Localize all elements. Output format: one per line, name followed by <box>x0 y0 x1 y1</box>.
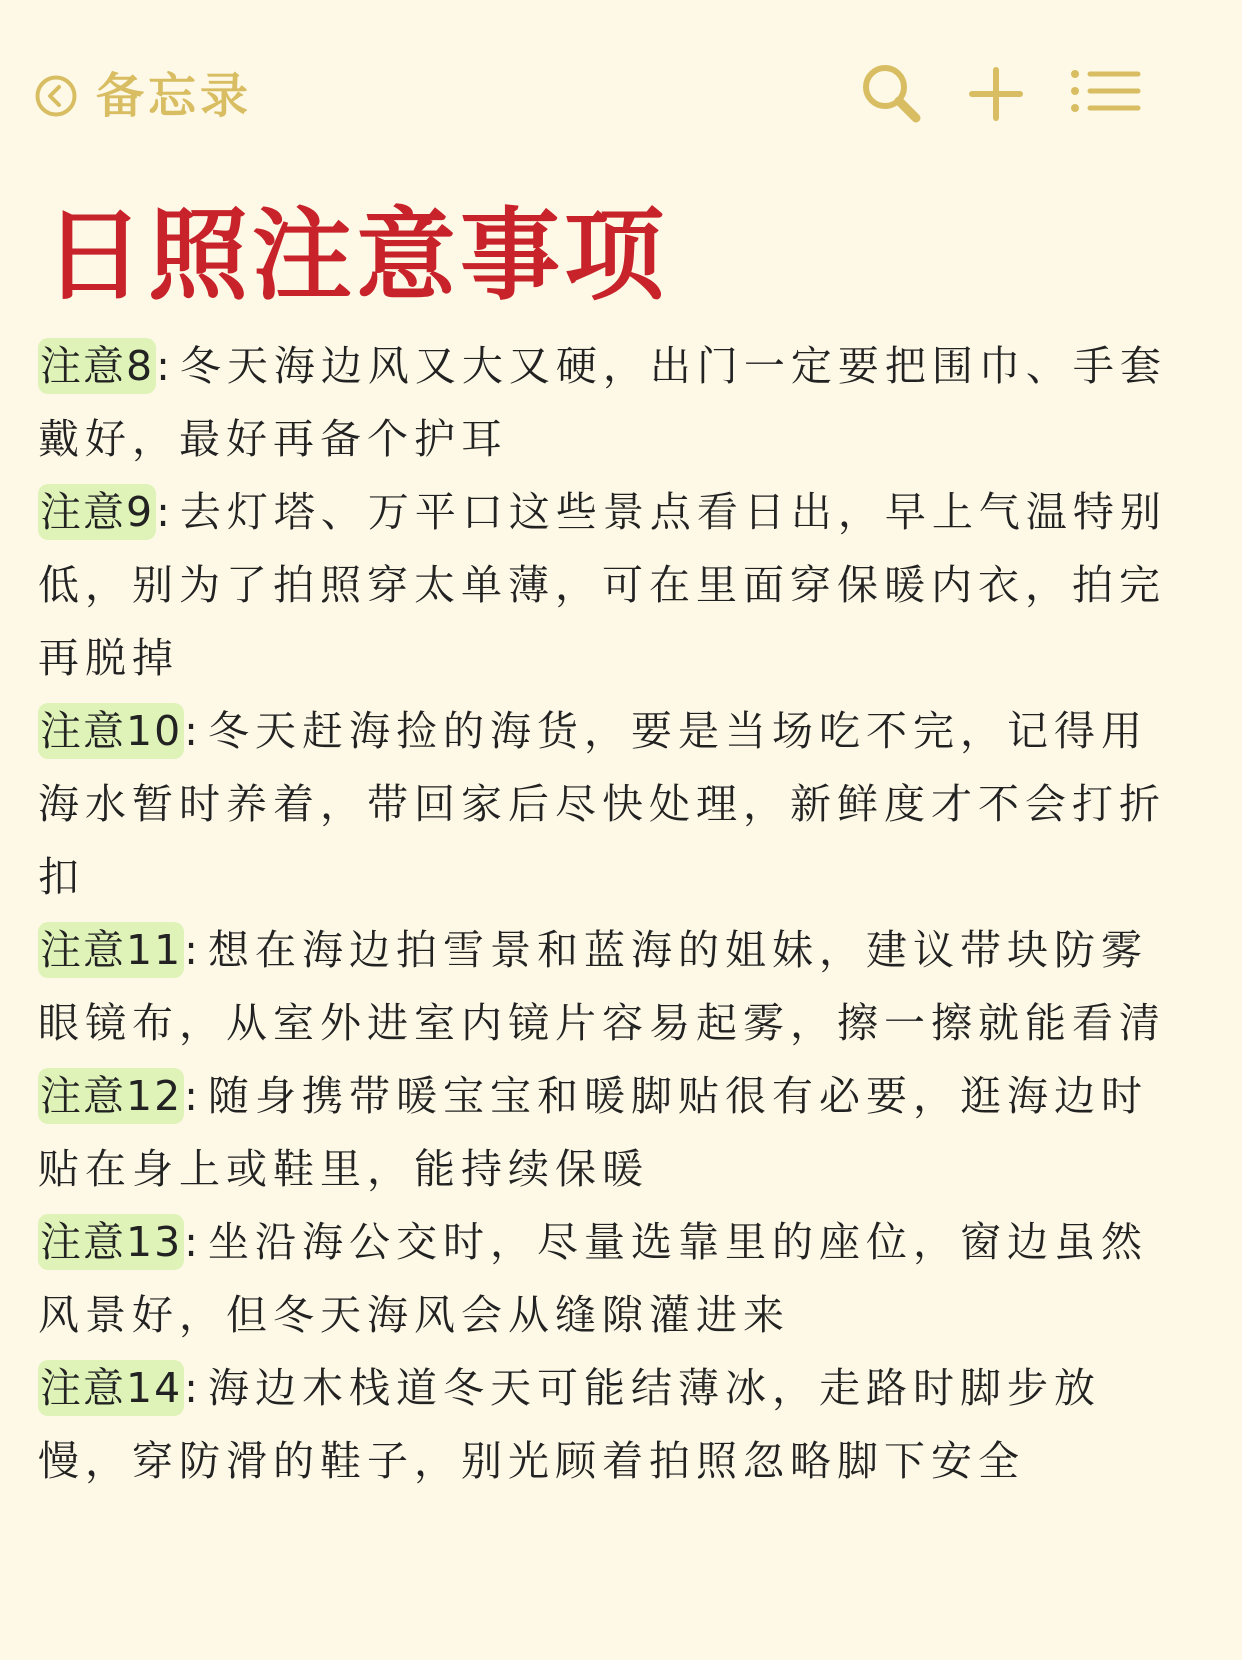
note-colon: : <box>184 1072 208 1120</box>
note-colon: : <box>184 707 208 755</box>
menu-button[interactable] <box>1068 66 1144 116</box>
note-body[interactable] <box>38 330 1188 1498</box>
note-item <box>38 476 1188 695</box>
note-text: 海边木栈道冬天可能结薄冰，走路时脚步放慢，穿防滑的鞋子，别光顾着拍照忽略脚下安全 <box>38 1364 1101 1485</box>
back-label: 备忘录 <box>96 68 253 124</box>
note-text: 去灯塔、万平口这些景点看日出，早上气温特别低，别为了拍照穿太单薄，可在里面穿保暖内衣，拍完再脱掉 <box>38 488 1167 682</box>
note-text: 想在海边拍雪景和蓝海的姐妹，建议带块防雾眼镜布，从室外进室内镜片容易起雾，擦一擦就能看清 <box>38 926 1166 1047</box>
back-circle-icon <box>34 74 78 118</box>
note-colon: : <box>184 1218 208 1266</box>
note-text: 随身携带暖宝宝和暖脚贴很有必要，逛海边时贴在身上或鞋里，能持续保暖 <box>38 1072 1148 1193</box>
search-icon <box>858 60 924 126</box>
note-item <box>38 695 1188 914</box>
note-item <box>38 330 1188 476</box>
note-label: 注意8 <box>38 338 156 394</box>
note-colon: : <box>184 1364 208 1412</box>
note-text: 冬天海边风又大又硬，出门一定要把围巾、手套戴好，最好再备个护耳 <box>38 342 1167 463</box>
note-item <box>38 1206 1188 1352</box>
search-button[interactable] <box>858 60 924 126</box>
note-colon: : <box>156 488 180 536</box>
note-text: 冬天赶海捡的海货，要是当场吃不完，记得用海水暂时养着，带回家后尽快处理，新鲜度才不会打折扣 <box>38 707 1166 901</box>
plus-icon <box>966 64 1026 124</box>
note-text: 坐沿海公交时，尽量选靠里的座位，窗边虽然风景好，但冬天海风会从缝隙灌进来 <box>38 1218 1148 1339</box>
back-button[interactable] <box>34 66 252 126</box>
note-label: 注意10 <box>38 703 184 759</box>
note-item <box>38 1060 1188 1206</box>
note-item <box>38 914 1188 1060</box>
list-icon <box>1068 66 1144 116</box>
note-label: 注意11 <box>38 922 184 978</box>
top-bar <box>0 0 1242 190</box>
note-item <box>38 1352 1188 1498</box>
add-note-button[interactable] <box>966 64 1026 124</box>
note-label: 注意12 <box>38 1068 184 1124</box>
note-label: 注意9 <box>38 484 156 540</box>
note-label: 注意13 <box>38 1214 184 1270</box>
note-colon: : <box>156 342 180 390</box>
note-label: 注意14 <box>38 1360 184 1416</box>
note-colon: : <box>184 926 208 974</box>
note-title: 日照注意事项 <box>44 197 668 314</box>
